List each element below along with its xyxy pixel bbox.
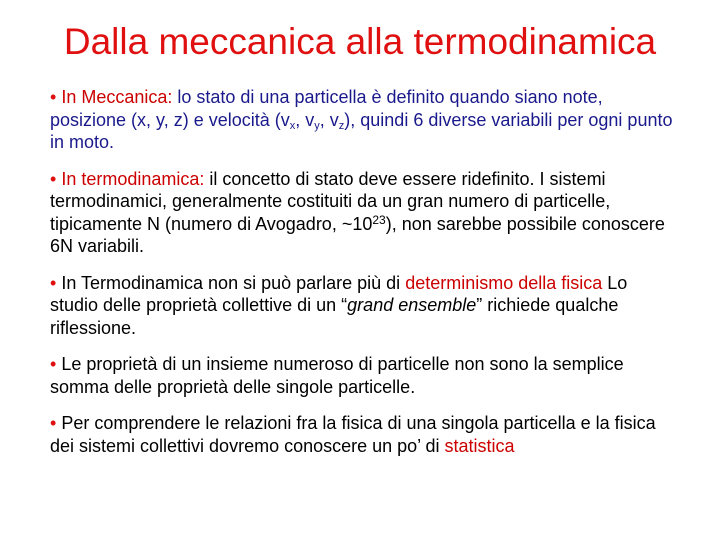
paragraph-statistica xyxy=(50,412,680,457)
separator-vy: , v xyxy=(295,109,315,130)
subscript-y: y xyxy=(314,119,320,132)
text-determinismo-part3: ” richiede qualche riflessione. xyxy=(50,295,619,338)
subscript-x: x xyxy=(289,119,296,132)
separator-vz: , v xyxy=(319,109,339,130)
bullet-icon: • xyxy=(50,272,57,293)
paragraph-proprieta xyxy=(50,353,680,398)
subscript-z: z xyxy=(338,119,345,132)
bullet-icon: • xyxy=(50,413,57,433)
text-proprieta: Le proprietà di un insieme numeroso di particelle non sono la semplice somma delle proprietà delle singole particelle. xyxy=(50,354,624,397)
label-termodinamica: In termodinamica: xyxy=(61,168,205,189)
text-meccanica-part2: ), quindi 6 diverse variabili per ogni punto in moto. xyxy=(50,109,673,152)
highlight-determinismo: determinismo della fisica xyxy=(405,272,603,293)
text-termodinamica-part1: il concetto di stato deve essere ridefinito. I sistemi termodinamici, generalmente costituiti da un gran numero di particelle, tipicamente N (numero di Avogadro, ~10 xyxy=(50,168,611,234)
slide-title: Dalla meccanica alla termodinamica xyxy=(63,21,657,62)
superscript-23: 23 xyxy=(372,212,386,227)
text-termodinamica-part2: ), non sarebbe possibile conoscere 6N variabili. xyxy=(50,213,665,256)
text-meccanica-part1: lo stato di una particella è definito quando siano note, posizione (x, y, z) e velocità (v xyxy=(50,87,603,130)
paragraph-determinismo xyxy=(50,272,680,340)
paragraph-termodinamica xyxy=(50,168,680,258)
text-determinismo-part1: In Termodinamica non si può parlare più di xyxy=(61,272,406,293)
paragraph-meccanica xyxy=(50,86,680,154)
label-meccanica: In Meccanica: xyxy=(61,87,173,107)
italic-grand-ensemble: grand ensemble xyxy=(347,295,477,315)
text-statistica: Per comprendere le relazioni fra la fisica di una singola particella e la fisica dei sistemi collettivi dovremo conoscere un po’ di xyxy=(50,413,656,456)
bullet-list xyxy=(50,86,680,471)
bullet-icon: • xyxy=(50,168,57,189)
highlight-statistica: statistica xyxy=(444,435,515,456)
text-determinismo-part2: Lo studio delle proprietà collettive di un “ xyxy=(50,272,628,315)
bullet-icon: • xyxy=(50,87,57,107)
bullet-icon: • xyxy=(50,354,57,374)
